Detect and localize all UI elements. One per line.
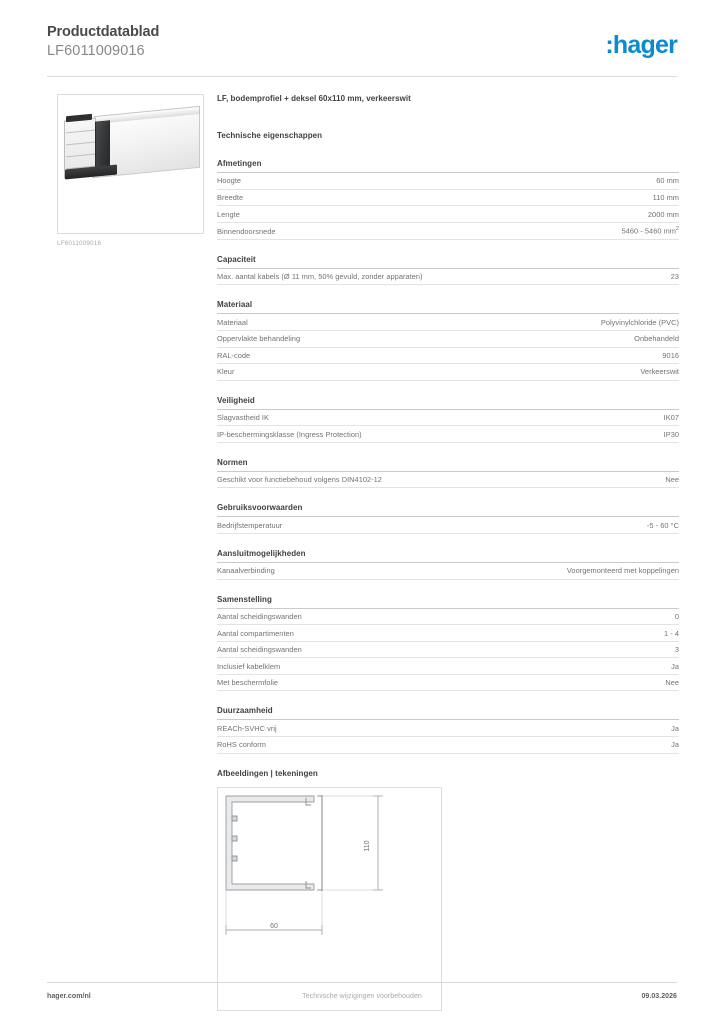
spec-rows [217,609,679,692]
spec-rows [217,269,679,286]
spec-row-value: -5 - 60 °C [646,520,679,530]
spec-group-title: Afmetingen [217,159,679,173]
spec-row-value: IP30 [663,429,679,439]
spec-group [217,595,679,692]
spec-row-value: 23 [670,272,679,282]
page-title: Productdatablad [47,24,160,40]
trunking-slat [66,153,96,157]
spec-row-value [612,226,679,235]
spec-row-value: 2000 mm [647,209,679,219]
spec-group-title: Aansluitmogelijkheden [217,549,679,563]
spec-group-title: Samenstelling [217,595,679,609]
spec-row-label: Materiaal [217,317,248,327]
spec-row [217,269,679,286]
product-photo [57,94,204,234]
spec-group [217,458,679,489]
spec-row [217,173,679,190]
spec-group [217,549,679,580]
spec-group [217,159,679,240]
width-dimension-label: 60 [270,922,278,930]
spec-groups [217,159,679,754]
spec-row-value-superscript: 2 [676,226,679,233]
spec-row-value-text: 5460 - 5460 mm [621,226,676,236]
clip-tabs [232,816,237,861]
spec-row-label: Slagvastheid IK [217,413,269,423]
spec-row [217,563,679,580]
spec-group-title: Capaciteit [217,255,679,269]
spec-row-label: Breedte [217,192,244,202]
spec-row-label: Met beschermfolie [217,678,279,688]
spec-row-value: Polyvinylchloride (PVC) [600,317,679,327]
spec-row-value: Onbehandeld [634,334,679,344]
product-photo-caption: LF6011009016 [57,240,102,247]
trunking-slat [66,129,96,133]
spec-row [217,658,679,675]
spec-row-label: Oppervlakte behandeling [217,334,301,344]
spec-rows [217,517,679,534]
spec-group-title: Normen [217,458,679,472]
spec-row-label: Hoogte [217,176,242,186]
spec-row [217,737,679,754]
spec-row-value: 1 - 4 [664,628,679,638]
spec-row-label: Kleur [217,367,235,377]
spec-row [217,609,679,626]
product-reference: LF6011009016 [47,43,145,59]
spec-row [217,675,679,692]
spec-row-label: Bedrijfstemperatuur [217,520,283,530]
spec-row [217,517,679,534]
footer-disclaimer: Technische wijzigingen voorbehouden [302,993,422,1000]
spec-group [217,300,679,380]
drawings-heading: Afbeeldingen | tekeningen [217,768,318,778]
spec-group [217,255,679,286]
technical-drawing [217,787,442,1011]
spec-row-label: Max. aantal kabels (Ø 11 mm, 50% gevuld, zonder apparaten) [217,272,423,282]
trunking-illustration [64,109,200,185]
spec-row-value: IK07 [663,413,679,423]
trunking-slat [66,141,96,145]
spec-row-value: 3 [674,645,679,655]
spec-row [217,314,679,331]
footer-divider [47,982,677,983]
footer-date: 09.03.2026 [641,993,677,1000]
spec-row-label: IP-beschermingsklasse (Ingress Protection) [217,429,362,439]
spec-group [217,396,679,443]
spec-row-label: Aantal scheidingswanden [217,611,302,621]
spec-row [217,426,679,443]
spec-row [217,642,679,659]
page-footer [47,993,677,1000]
spec-group-title: Materiaal [217,300,679,314]
spec-group [217,706,679,753]
spec-row-label: Inclusief kabelklem [217,661,281,671]
hager-logo: :hager [605,31,677,59]
product-name: LF, bodemprofiel + deksel 60x110 mm, verkeerswit [217,94,411,103]
spec-row-value: 9016 [662,350,679,360]
spec-group-title: Gebruiksvoorwaarden [217,503,679,517]
spec-row [217,190,679,207]
spec-rows [217,563,679,580]
spec-row [217,348,679,365]
spec-row-value: Ja [671,723,679,733]
main-content [217,94,679,1011]
spec-row-value: Verkeerswit [640,367,679,377]
specs-heading: Technische eigenschappen [217,131,323,140]
spec-row-label: Aantal compartimenten [217,628,294,638]
spec-row-label: Geschikt voor functiebehoud volgens DIN4102-12 [217,475,382,485]
spec-row-label: Binnendoorsnede [217,226,276,236]
spec-row-label: Lengte [217,209,240,219]
spec-rows [217,173,679,240]
spec-row-value: 0 [674,611,679,621]
spec-row [217,206,679,223]
spec-rows [217,720,679,753]
spec-row [217,720,679,737]
height-dimension-label: 110 [364,840,371,852]
spec-row [217,625,679,642]
cross-section-svg [218,788,443,1012]
spec-row-value: Voorgemonteerd met koppelingen [566,566,679,576]
spec-row-value: 110 mm [652,192,679,202]
spec-row [217,364,679,381]
footer-website[interactable]: hager.com/nl [47,993,91,1000]
spec-row [217,410,679,427]
spec-row-value: 60 mm [656,176,679,186]
profile-outline [226,796,314,890]
spec-group-title: Veiligheid [217,396,679,410]
spec-rows [217,472,679,489]
spec-row-label: Aantal scheidingswanden [217,645,302,655]
spec-row-value: Nee [665,678,679,688]
spec-group [217,503,679,534]
product-figure [57,94,204,247]
spec-row-value: Nee [665,475,679,485]
spec-row-label: Kanaalverbinding [217,566,275,576]
spec-row [217,472,679,489]
spec-rows [217,314,679,380]
spec-rows [217,410,679,443]
spec-group-title: Duurzaamheid [217,706,679,720]
header-divider [47,76,677,77]
spec-row-label: RoHS conform [217,740,266,750]
spec-row-label: REACh-SVHC vrij [217,723,277,733]
spec-row [217,223,679,240]
spec-row-label: RAL-code [217,350,251,360]
spec-row-value: Ja [671,661,679,671]
spec-row-value: Ja [671,740,679,750]
spec-row [217,331,679,348]
page-header [47,24,677,72]
